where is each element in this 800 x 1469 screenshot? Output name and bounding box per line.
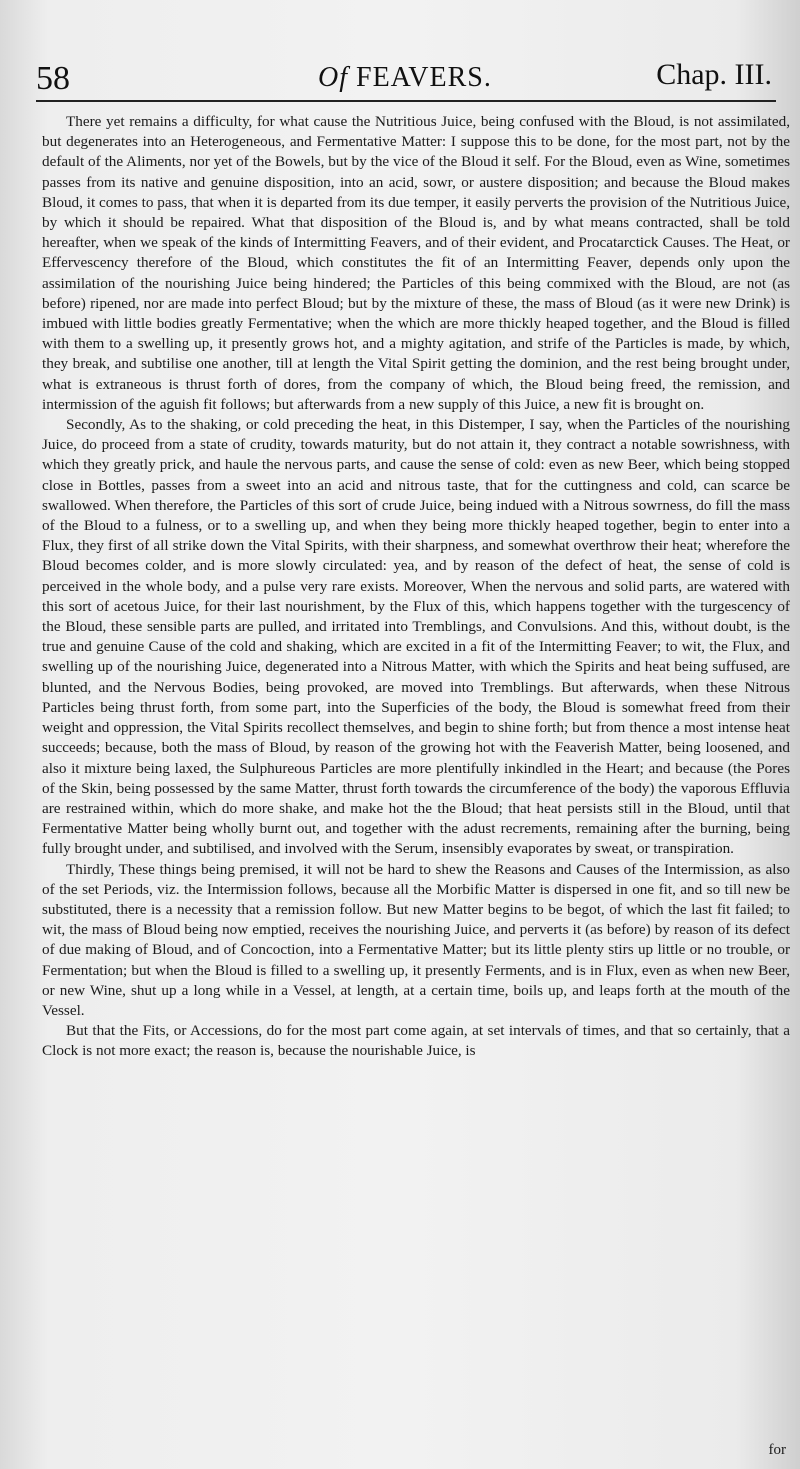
chapter-label: Chap. III. <box>656 58 772 91</box>
header-rule <box>36 100 776 102</box>
page-header <box>36 52 776 100</box>
catchword: for <box>768 1442 786 1458</box>
running-title <box>318 62 492 94</box>
paragraph-4: But that the Fits, or Accessions, do for the most part come again, at set intervals of times, and that so certainly, that a Clock is not more exact; the reason is, because the nourishable Juice, is <box>42 1022 790 1060</box>
page-number: 58 <box>36 60 70 97</box>
paragraph-2: Secondly, As to the shaking, or cold preceding the heat, in this Distemper, I say, when the Particles of the nourishing Juice, do proceed from a state of crudity, towards maturity, but do not attain it, they contract a notable sowrishness, with which they greatly prick, and haule the nervous parts, and cause the sense of cold: even as new Beer, which being stopped close in Bottles, passes from a sweet into an acid and nitrous taste, that for the cuttingness and cold, can scarce be swallowed. When therefore, the Particles of this sort of crude Juice, being indued with a Nitrous sowrness, do fill the mass of the Bloud to a fulness, or to a swelling up, and when they being more thickly heaped together, begin to enter into a Flux, they first of all strike down the Vital Spirits, with their sharpness, and somewhat overthrow their heat; wherefore the Bloud becomes colder, and is more slowly circulated: yea, and by reason of the defect of heat, the sense of cold is perceived in the whole body, and a pulse very rare exists. Moreover, When the nervous and solid parts, are watered with this sort of acetous Juice, for their last nourishment, by the Flux of this, which happens together with the turgescency of the Bloud, these sensible parts are pulled, and irritated into Tremblings, and Convulsions. And this, without doubt, is the true and genuine Cause of the cold and shaking, which are excited in a fit of the Intermitting Feaver; to wit, the Flux, and swelling up of the nourishing Juice, degenerated into a Nitrous Matter, with which the Spirits and heat being suffused, are blunted, and the Nervous Bodies, being provoked, are moved into Tremblings. But afterwards, when these Nitrous Particles being thrust forth, from some part, into the Superficies of the body, the Bloud is somewhat freed from their weight and oppression, the Vital Spirits recollect themselves, and begin to shine forth; but from thence a most intense heat succeeds; because, both the mass of Bloud, by reason of the growing hot with the Feaverish Matter, being loosened, and also it mixture being laxed, the Sulphureous Particles are more plentifully inkindled in the Heart; and because (the Pores of the Skin, being possessed by the same Matter, thrust forth towards the circumference of the body) the vaporous Effluvia are restrained within, which do more shake, and make hot the the Bloud; that heat persists still in the Bloud, until that Fermentative Matter being wholly burnt out, and together with the adust recrements, remaining after the burning, being fully brought under, and subtilised, and involved with the Serum, insensibly evaporates by sweat, or transpiration. <box>42 416 790 858</box>
running-title-italic: Of <box>318 62 348 93</box>
paragraph-3: Thirdly, These things being premised, it will not be hard to shew the Reasons and Causes of the Intermission, as also of the set Periods, viz. the Intermission follows, because all the Morbific Matter is dispersed in one fit, and so till new be substituted, there is a necessity that a remission follow. But new Matter begins to be begot, of which the last fit failed; to wit, the mass of Bloud being now emptied, receives the nourishing Juice, and perverts it (as before) by reason of its defect of due making of Bloud, and of Concoction, into a Fermentative Matter; but its little plenty stirs up little or no trouble, or Fermentation; but when the Bloud is filled to a swelling up, it presently Ferments, and is in Flux, even as when new Beer, or new Wine, shut up a long while in a Vessel, at length, at a certain time, boils up, and leaps forth at the mouth of the Vessel. <box>42 860 790 1019</box>
body-text <box>42 112 790 1457</box>
paragraph-1: There yet remains a difficulty, for what cause the Nutritious Juice, being confused with the Bloud, is not assimilated, but degenerates into an Heterogeneous, and Fermentative Matter: I suppose this to be done, for the most part, not by the default of the Aliments, nor yet of the Bowels, but by the vice of the Bloud it self. For the Bloud, even as Wine, sometimes passes from its native and genuine disposition, into an acid, sowr, or austere disposition; and because the Bloud makes Bloud, it comes to pass, that when it is departed from its due temper, it easily perverts the provision of the Nutritious Juice, by which it should be repaired. What that disposition of the Bloud is, and by what means contracted, shall be told hereafter, when we speak of the kinds of Intermitting Feavers, and of their evident, and Procatarctick Causes. The Heat, or Effervescency therefore of the Bloud, which constitutes the fit of an Intermitting Feaver, depends only upon the assimilation of the nourishing Juice being hindered; the Particles of this being commixed with the Bloud, are not (as before) ripened, nor are made into perfect Bloud; but by the mixture of these, the mass of Bloud (as it were new Drink) is imbued with little bodies greatly Fermentative; when the which are more thickly heaped together, and the Bloud is filled with them to a swelling up, it presently grows hot, and a mighty agitation, and strife of the Particles is made, by which, they break, and subtilise one another, till at length the Vital Spirit getting the dominion, and the rest being brought under, what is extraneous is thrust forth of dores, from the company of which, the Bloud being freed, the remission, and intermission of the aguish fit follows; but afterwards from a new supply of this Juice, a new fit is brought on. <box>42 113 790 413</box>
running-title-caps: FEAVERS. <box>356 62 492 93</box>
